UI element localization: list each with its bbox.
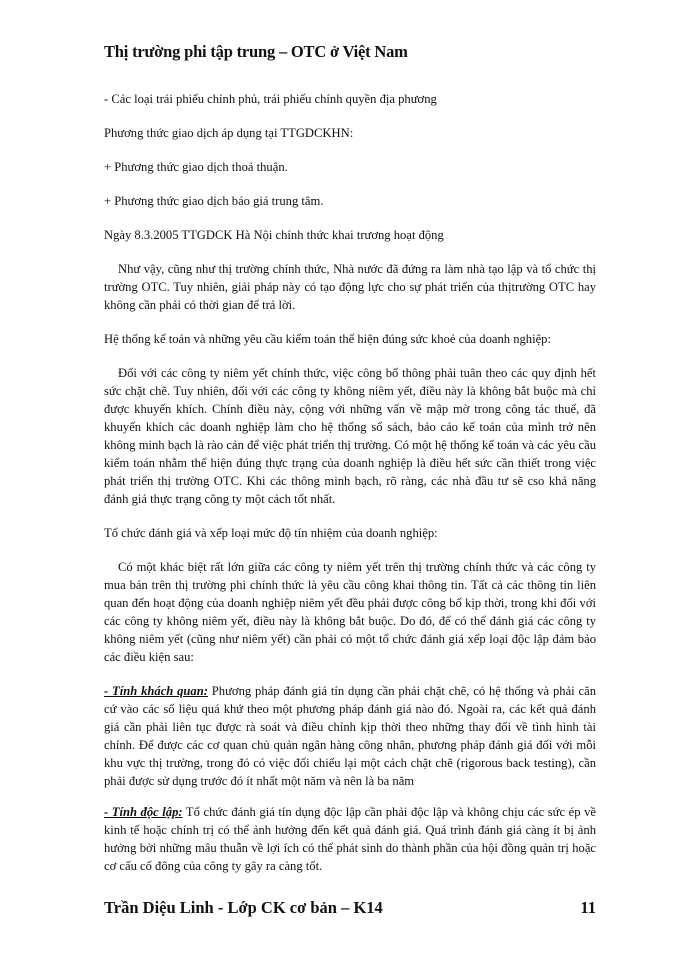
paragraph-objectivity — [104, 682, 596, 790]
paragraph-trading-methods: Phương thức giao dịch áp dụng tại TTGDCKHN: — [104, 126, 354, 140]
term-objectivity: - Tính khách quan: — [104, 684, 208, 698]
term-independence: - Tính độc lập: — [104, 805, 183, 819]
page-footer — [104, 898, 596, 918]
independence-text: Tổ chức đánh giá tín dụng độc lập cần phải độc lập và không chịu các sức ép về kinh tế hoặc chính trị có thể ảnh hưởng đến kết quả đánh giá. Quá trình đánh giá càng ít bị ảnh hưởng bởi những mâu thuẫn về lợi ích có thể phát sinh do thành phần của hội đồng quản trị hoặc cơ cấu cổ đông của công ty gây ra càng tốt. — [104, 805, 596, 873]
page-number: 11 — [580, 898, 596, 917]
paragraph-accounting: Đối với các công ty niêm yết chính thức, việc công bố thông phải tuân theo các quy định hết sức chặt chẽ. Tuy nhiên, đối với các công ty không niêm yết, điều này là không bắt buộc mà chỉ được khuyến khích. Chính điều này, cộng với những vấn về mập mờ trong công tác thuế, đã khuyến khích các doanh nghiệp làm cho hệ thống sổ sách, báo cáo kế toán của mình trở nên không minh bạch là rào cản để việc phát triển thị trường. Có một hệ thống kế toán và các yêu cầu kiểm toán nhằm thể hiện đúng thực trạng của doanh nghiệp là điều hết sức cần thiết trong việc phát triển thị trường OTC. Khi các thông minh bạch, rõ ràng, các nhà đầu tư sẽ cso khả năng đánh giá thực trạng công ty một cách tốt nhất. — [104, 366, 596, 506]
objectivity-text: Phương pháp đánh giá tín dụng cần phải chặt chẽ, có hệ thống và phải căn cứ vào các số liệu quá khứ theo một phương pháp đánh giá nào đó. Ngoài ra, các kết quả đánh giá cần phải liên tục được rà soát và điều chỉnh kịp thời theo những thay đổi về tình hình tài chính. Để được các cơ quan chủ quản ngân hàng công nhân, phương pháp đánh giá đối với mỗi khu vực thị trường, trong đó có việc đối chiếu lại một cách chặt chẽ (rigorous back testing), cần phải được sử dụng trước đó ít nhất một năm và nên là ba năm — [104, 684, 596, 788]
paragraph-method-negotiation: + Phương thức giao dịch thoả thuận. — [104, 160, 288, 174]
paragraph-method-quote: + Phương thức giao dịch báo giá trung tâm. — [104, 194, 324, 208]
paragraph-rating: Có một khác biệt rất lớn giữa các công ty niêm yết trên thị trường chính thức và các công ty mua bán trên thị trường phi chính thức là yêu cầu công khai thông tin. Tất cả các thông tin liên quan đến hoạt động của doanh nghiệp niêm yết đều phải được công bố kịp thời, trong khi đối với các công ty không niêm yết, điều này là không bắt buộc. Do đó, để có thể đánh giá các công ty không niêm yết (cũng như niêm yết) cần phải có một tổ chức đánh giá xếp loại độc lập đảm bảo các điều kiện sau: — [104, 560, 596, 664]
paragraph-summary: Như vậy, cũng như thị trường chính thức, Nhà nước đã đứng ra làm nhà tạo lập và tổ chức thị trường OTC. Tuy nhiên, giải pháp này có tạo động lực cho sự phát triển của thịtrường OTC hay không cần phải có thời gian để trả lời. — [104, 262, 596, 312]
section-heading-accounting: Hệ thống kế toán và những yêu cầu kiểm toán thể hiện đúng sức khoẻ của doanh nghiệp: — [104, 332, 551, 346]
paragraph-independence — [104, 803, 596, 875]
page-header: Thị trường phi tập trung – OTC ở Việt Nam — [104, 42, 408, 61]
page-body — [104, 90, 596, 891]
paragraph-bond-types: - Các loại trái phiếu chính phủ, trái phiếu chính quyền địa phương — [104, 92, 437, 106]
section-heading-rating: Tổ chức đánh giá và xếp loại mức độ tín nhiệm của doanh nghiệp: — [104, 526, 438, 540]
paragraph-launch-date: Ngày 8.3.2005 TTGDCK Hà Nội chính thức khai trương hoạt động — [104, 228, 444, 242]
footer-author: Trần Diệu Linh - Lớp CK cơ bản – K14 — [104, 898, 383, 917]
